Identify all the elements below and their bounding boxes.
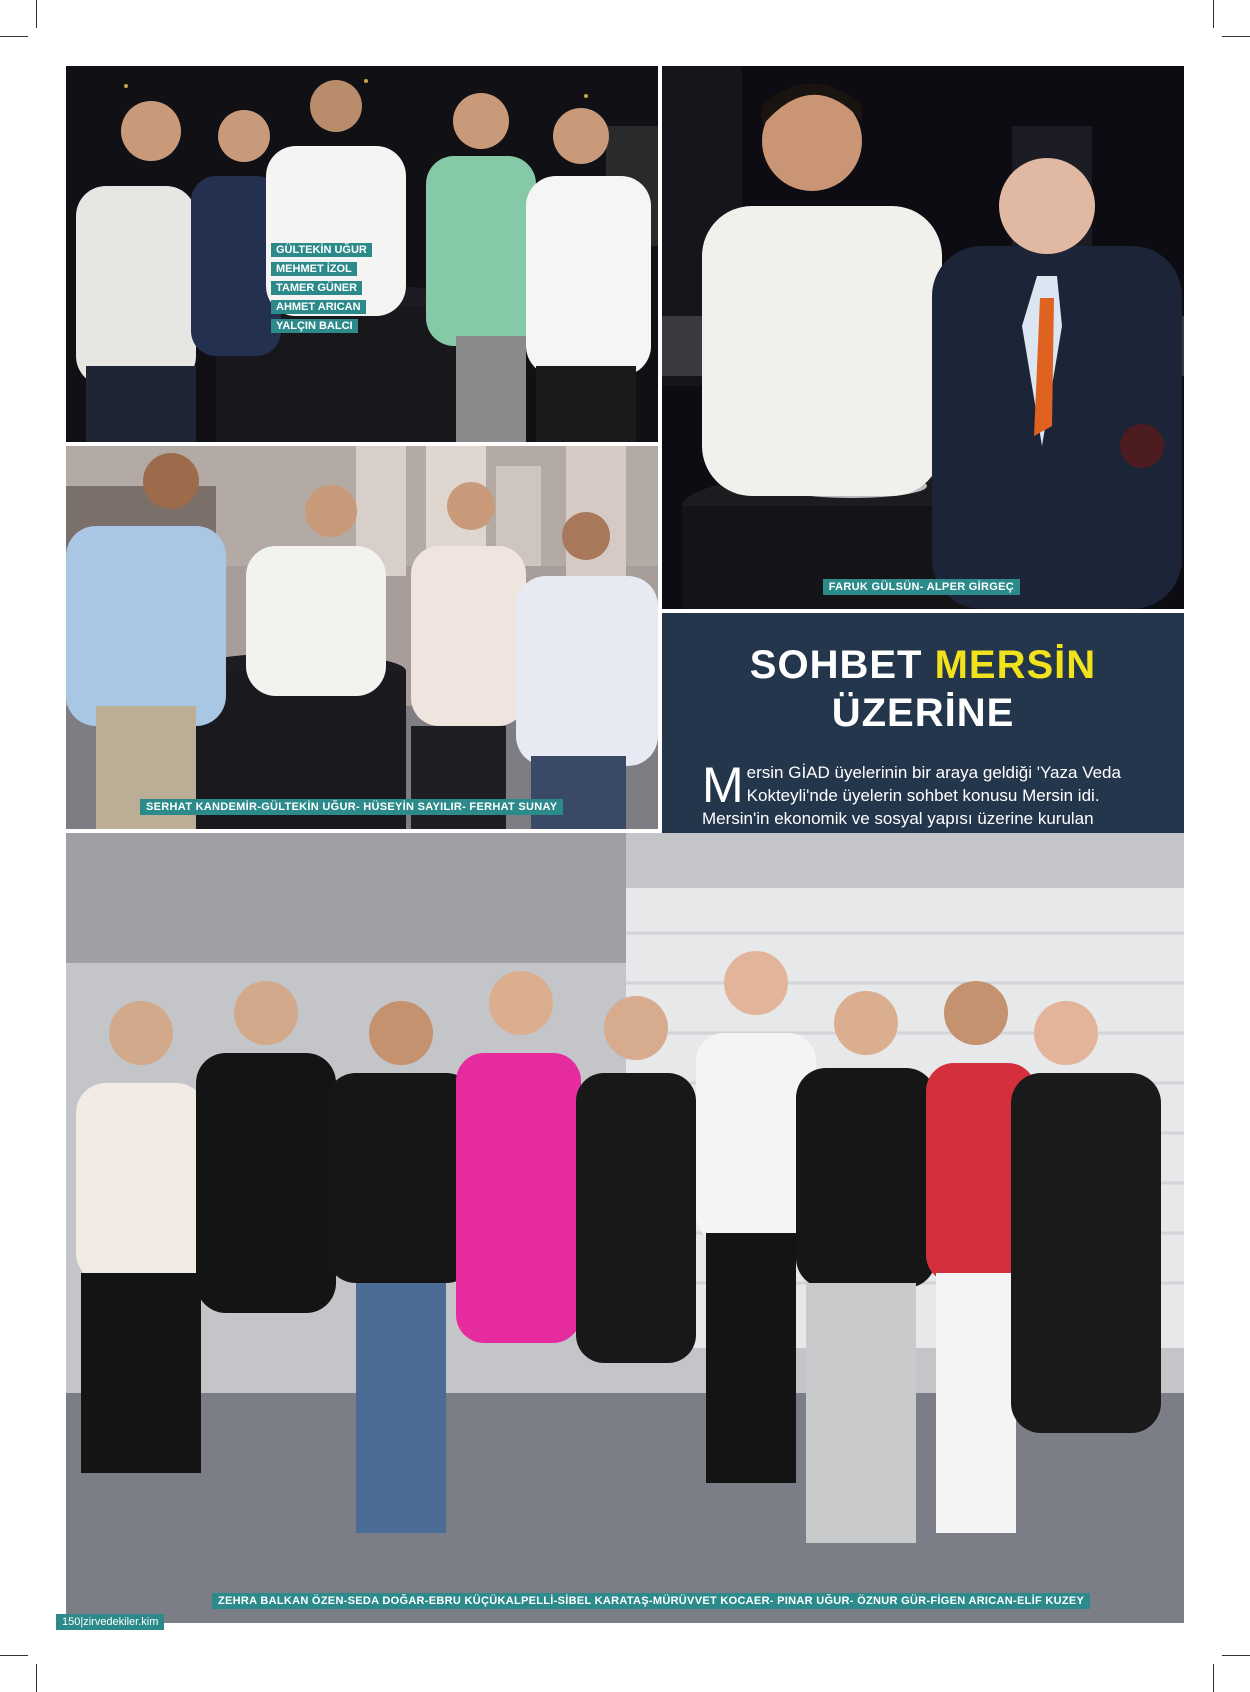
article-title <box>662 643 1184 688</box>
crop-mark <box>1222 36 1250 37</box>
crop-mark <box>36 0 37 28</box>
group-photo-middle-left <box>66 446 658 829</box>
name-caption: TAMER GÜNER <box>271 281 362 295</box>
photo-two-men-top-right <box>662 66 1184 609</box>
crop-mark <box>1222 1655 1250 1656</box>
crop-mark <box>1213 1664 1214 1692</box>
photo-illustration <box>66 833 1184 1623</box>
photo-caption: SERHAT KANDEMİR-GÜLTEKİN UĞUR- HÜSEYİN SAYILIR- FERHAT SUNAY <box>140 799 563 815</box>
name-caption: AHMET ARICAN <box>271 300 366 314</box>
crop-mark <box>0 36 28 37</box>
photo-illustration <box>662 66 1184 609</box>
crop-mark <box>1213 0 1214 28</box>
name-caption-list <box>271 240 372 334</box>
photo-caption: ZEHRA BALKAN ÖZEN-SEDA DOĞAR-EBRU KÜÇÜKALPELLİ-SİBEL KARATAŞ-MÜRÜVVET KOCAER- PINAR UĞUR- ÖZNUR GÜR-FİGEN ARICAN-ELİF KUZEY <box>212 1593 1090 1609</box>
title-word: SOHBET <box>749 643 923 687</box>
photo-caption: FARUK GÜLSÜN- ALPER GİRGEÇ <box>823 579 1020 595</box>
group-photo-top-left <box>66 66 658 442</box>
name-caption: MEHMET İZOL <box>271 262 357 276</box>
name-caption: YALÇIN BALCI <box>271 319 358 333</box>
name-caption: GÜLTEKİN UĞUR <box>271 243 372 257</box>
photo-illustration <box>66 446 658 829</box>
drop-cap: M <box>702 757 744 813</box>
page-footer: 150|zirvedekiler.kim <box>56 1614 164 1630</box>
article-title-line2: ÜZERİNE <box>831 691 1015 735</box>
article-body-text: ersin GİAD üyelerinin bir araya geldiği 'Yaza Veda Kokteyli'nde üyelerin sohbet konusu Mersin idi. Mersin'in ekonomik ve sosyal yapısı üzerine kurulan <box>702 763 1121 828</box>
group-photo-bottom <box>66 833 1184 1623</box>
title-highlight: MERSİN <box>934 643 1097 687</box>
crop-mark <box>36 1664 37 1692</box>
crop-mark <box>0 1655 28 1656</box>
